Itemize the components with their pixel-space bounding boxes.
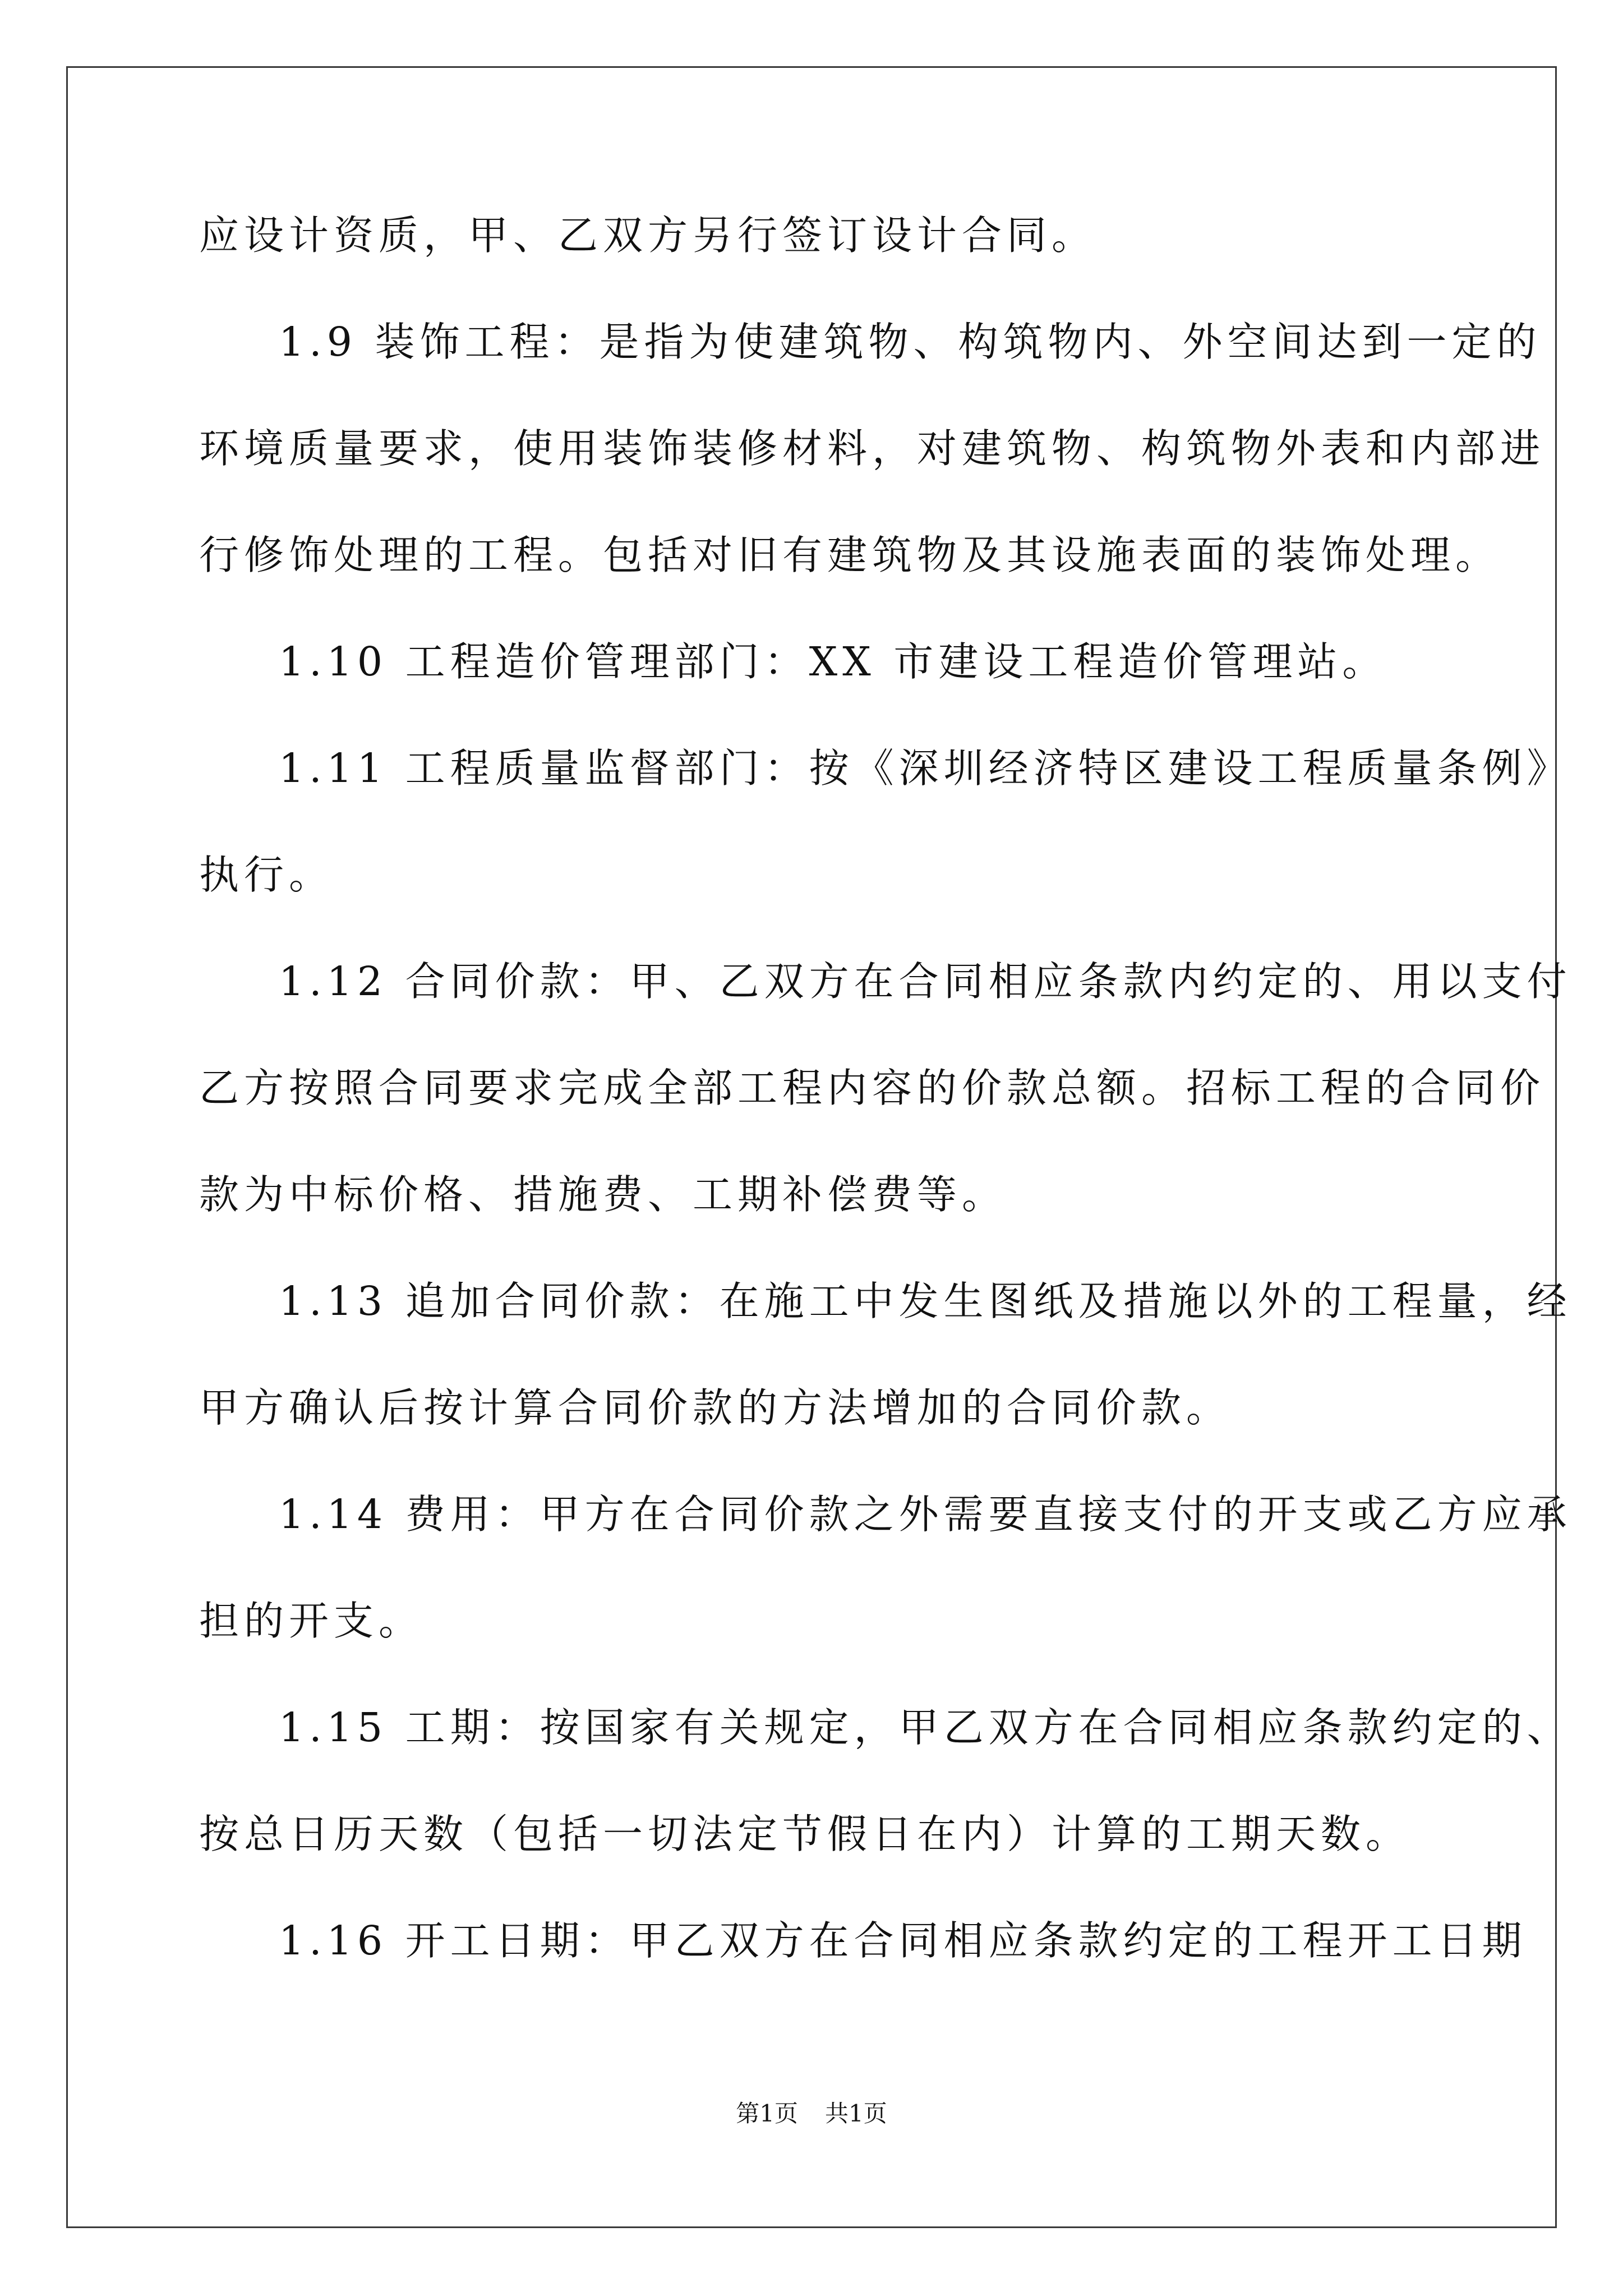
text-line: 行修饰处理的工程。包括对旧有建筑物及其设施表面的装饰处理。 — [199, 532, 1501, 578]
page-border — [66, 66, 1557, 2228]
text-line: 款为中标价格、措施费、工期补偿费等。 — [199, 1171, 1007, 1218]
text-line: 1.12 合同价款：甲、乙双方在合同相应条款内约定的、用以支付 — [279, 958, 1572, 1005]
text-line: 1.15 工期：按国家有关规定，甲乙双方在合同相应条款约定的、 — [279, 1704, 1572, 1751]
page-total: 共1页 — [825, 2100, 887, 2127]
text-line: 甲方确认后按计算合同价款的方法增加的合同价款。 — [199, 1384, 1232, 1431]
text-line: 1.13 追加合同价款：在施工中发生图纸及措施以外的工程量，经 — [279, 1278, 1572, 1324]
text-line: 按总日历天数（包括一切法定节假日在内）计算的工期天数。 — [199, 1811, 1411, 1857]
text-line: 执行。 — [199, 852, 334, 898]
text-line: 乙方按照合同要求完成全部工程内容的价款总额。招标工程的合同价 — [199, 1065, 1546, 1111]
text-line: 1.10 工程造价管理部门：XX 市建设工程造价管理站。 — [279, 638, 1387, 685]
text-line: 1.14 费用：甲方在合同价款之外需要直接支付的开支或乙方应承 — [279, 1491, 1572, 1538]
text-line: 1.9 装饰工程：是指为使建筑物、构筑物内、外空间达到一定的 — [279, 319, 1542, 365]
text-line: 1.16 开工日期：甲乙双方在合同相应条款约定的工程开工日期 — [279, 1917, 1527, 1964]
page-number: 第1页 — [736, 2100, 798, 2127]
text-line: 应设计资质，甲、乙双方另行签订设计合同。 — [199, 212, 1097, 259]
text-line: 环境质量要求，使用装饰装修材料，对建筑物、构筑物外表和内部进 — [199, 425, 1546, 472]
page-footer — [0, 2097, 1623, 2131]
text-line: 1.11 工程质量监督部门：按《深圳经济特区建设工程质量条例》 — [279, 745, 1572, 792]
text-line: 担的开支。 — [199, 1598, 424, 1644]
